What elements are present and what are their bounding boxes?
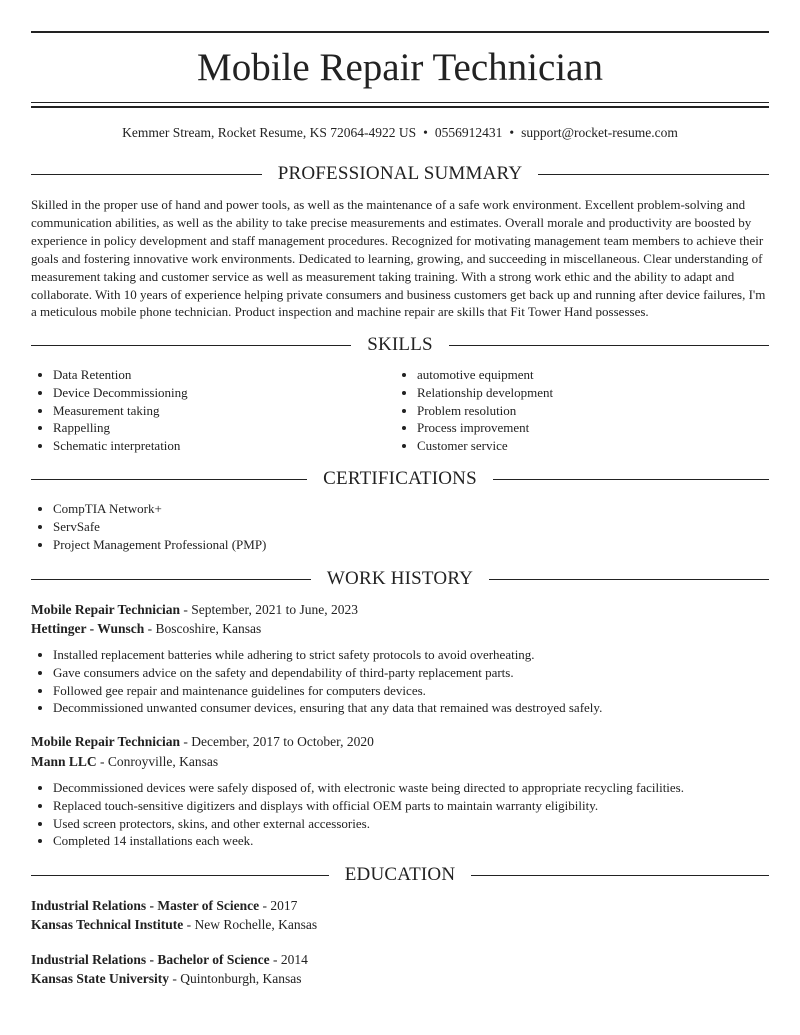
section-title: WORK HISTORY <box>326 568 474 589</box>
job-duties <box>31 779 769 850</box>
job-duties <box>31 646 769 717</box>
skill-item: • Problem resolution <box>417 402 769 420</box>
contact-phone: 0556912431 <box>434 125 503 140</box>
heading-rule <box>31 875 329 876</box>
skill-item: • Rappelling <box>53 419 391 437</box>
job-title-line <box>31 733 769 751</box>
contact-email: support@rocket-resume.com <box>521 125 678 140</box>
education-degree-line <box>31 897 769 915</box>
heading-rule <box>31 174 262 175</box>
job-duty-item: • Installed replacement batteries while adhering to strict safety protocols to avoid overheating. <box>53 646 769 664</box>
job-company: Hettinger - Wunsch <box>31 621 145 636</box>
skill-item: • Customer service <box>417 437 769 455</box>
title-rule-lower <box>31 106 769 108</box>
job-title: Mobile Repair Technician <box>31 602 181 617</box>
job-title-line <box>31 601 769 619</box>
skill-item: • Process improvement <box>417 419 769 437</box>
job-title: Mobile Repair Technician <box>31 734 181 749</box>
certifications-list <box>31 500 769 553</box>
skills-column-right <box>395 366 769 455</box>
job-location: - Conroyville, Kansas <box>96 754 219 769</box>
education-year: - 2017 <box>259 898 298 913</box>
education-year: - 2014 <box>269 952 308 967</box>
title-rule-upper <box>31 102 769 103</box>
skill-item: • Data Retention <box>53 366 391 384</box>
education-degree: Industrial Relations - Bachelor of Science <box>31 952 270 967</box>
skill-item: • Device Decommissioning <box>53 384 391 402</box>
contact-separator: • <box>509 125 515 140</box>
contact-line <box>31 124 769 142</box>
skills-list-left <box>31 366 391 455</box>
section-heading-certifications <box>31 467 769 491</box>
job-duties-list <box>31 646 769 717</box>
education-degree-line <box>31 951 769 969</box>
job-location: - Boscoshire, Kansas <box>144 621 262 636</box>
contact-address: Kemmer Stream, Rocket Resume, KS 72064-4922 US <box>122 125 417 140</box>
education-school-line <box>31 916 769 934</box>
certification-item: • CompTIA Network+ <box>53 500 769 518</box>
job-dates: - September, 2021 to June, 2023 <box>180 602 358 617</box>
education-location: - Quintonburgh, Kansas <box>169 971 302 986</box>
skill-item: • Measurement taking <box>53 402 391 420</box>
heading-rule <box>31 579 311 580</box>
section-title: PROFESSIONAL SUMMARY <box>277 163 523 184</box>
section-heading-summary <box>31 162 769 186</box>
certification-item: • ServSafe <box>53 518 769 536</box>
heading-rule <box>31 479 307 480</box>
heading-rule <box>489 579 769 580</box>
section-heading-education <box>31 863 769 887</box>
job-dates: - December, 2017 to October, 2020 <box>180 734 374 749</box>
contact-separator: • <box>423 125 428 140</box>
skills-column-left <box>31 366 391 455</box>
summary-text: Skilled in the proper use of hand and power tools, as well as the maintenance of a safe work environment. Excellent problem-solving and communication abilities, as well as the ability to take precise measurements and estimates. Overall morale and productivity are boosted by experience in policy development and staff management procedures. Recognized for motivating management team members to achieve their goals and fostering innovative work environments. Dedicated to learning, growing, and succeeding in miscellaneous. Clear understanding of measurement taking and customer service as well as measurement taking training. With a strong work ethic and the ability to adapt and collaborate. With 10 years of experience helping private consumers and business customers get back up and running after device failures, I'm a meticulous mobile phone technician. Product inspection and machine repair are skills that Fit Tower Hand possesses. <box>31 197 766 320</box>
job-duty-item: • Followed gee repair and maintenance guidelines for computers devices. <box>53 682 769 700</box>
certifications-block <box>31 500 769 553</box>
job-duty-item: • Gave consumers advice on the safety and dependability of third-party replacement parts. <box>53 664 769 682</box>
section-title: SKILLS <box>367 334 433 355</box>
skill-item: • automotive equipment <box>417 366 769 384</box>
education-school: Kansas State University <box>31 971 169 986</box>
job-duty-item: • Completed 14 installations each week. <box>53 832 769 850</box>
skill-item: • Relationship development <box>417 384 769 402</box>
job-duty-item: • Decommissioned devices were safely disposed of, with electronic waste being directed to appropriate recycling facilities. <box>53 779 769 797</box>
resume-title: Mobile Repair Technician <box>197 46 603 89</box>
job-duty-item: • Replaced touch-sensitive digitizers and displays with official OEM parts to maintain warranty eligibility. <box>53 797 769 815</box>
job-duties-list <box>31 779 769 850</box>
section-heading-skills <box>31 333 769 357</box>
heading-rule <box>538 174 769 175</box>
heading-rule <box>493 479 769 480</box>
education-school: Kansas Technical Institute <box>31 917 184 932</box>
section-title: CERTIFICATIONS <box>323 468 477 489</box>
education-location: - New Rochelle, Kansas <box>183 917 318 932</box>
certification-item: • Project Management Professional (PMP) <box>53 536 769 554</box>
skill-item: • Schematic interpretation <box>53 437 391 455</box>
job-company-line <box>31 620 769 638</box>
section-title: EDUCATION <box>344 864 456 885</box>
section-heading-work-history <box>31 567 769 591</box>
heading-rule <box>449 345 769 346</box>
education-school-line <box>31 970 769 988</box>
job-company-line <box>31 753 769 771</box>
job-duty-item: • Used screen protectors, skins, and other external accessories. <box>53 815 769 833</box>
job-duty-item: • Decommissioned unwanted consumer devices, ensuring that any data that remained was destroyed safely. <box>53 699 769 717</box>
heading-rule <box>471 875 769 876</box>
heading-rule <box>31 345 351 346</box>
skills-list-right <box>395 366 769 455</box>
top-rule <box>31 31 769 33</box>
job-company: Mann LLC <box>31 754 97 769</box>
education-degree: Industrial Relations - Master of Science <box>31 898 260 913</box>
